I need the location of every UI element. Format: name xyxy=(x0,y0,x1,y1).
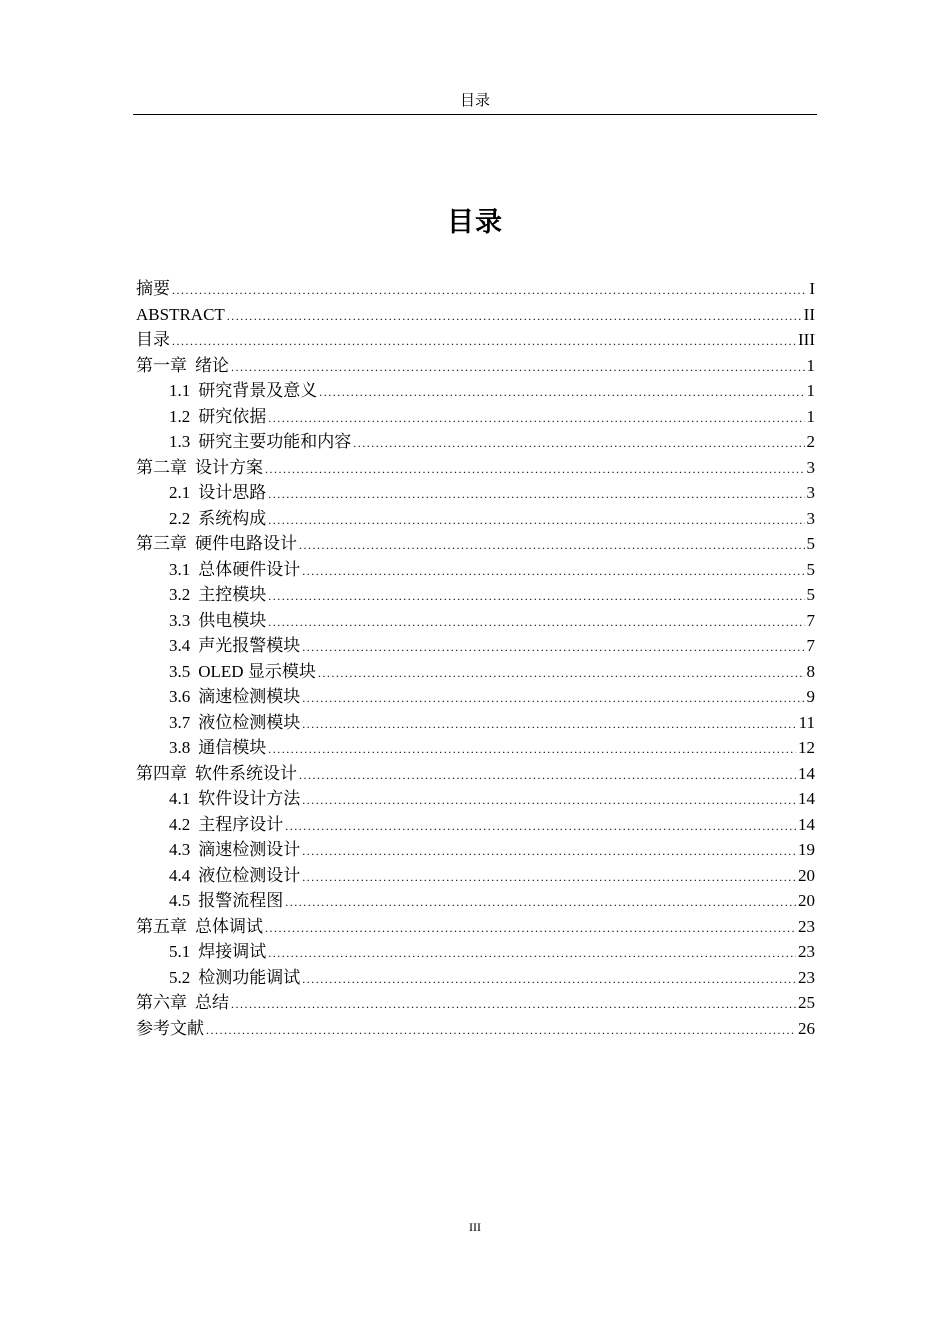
toc-entry[interactable] xyxy=(136,990,815,1016)
toc-entry-page: 7 xyxy=(806,636,815,655)
toc-entry-number: 4.2 xyxy=(169,814,191,834)
toc-entry-page: 5 xyxy=(806,534,815,553)
table-of-contents xyxy=(136,276,815,1041)
toc-entry-page: 2 xyxy=(806,432,815,451)
toc-entry-label: 主控模块 xyxy=(198,585,267,604)
toc-entry[interactable] xyxy=(136,735,815,761)
toc-leader-dots xyxy=(268,406,804,432)
toc-entry-number: 2.2 xyxy=(169,508,191,528)
toc-entry-number: 3.4 xyxy=(169,636,191,655)
toc-entry-label: 总体硬件设计 xyxy=(198,559,301,579)
toc-entry[interactable] xyxy=(136,710,815,736)
toc-entry-number: 1.1 xyxy=(169,381,191,400)
toc-leader-dots xyxy=(319,380,804,406)
toc-entry-label: 研究依据 xyxy=(198,406,267,426)
toc-entry-page: 7 xyxy=(806,610,815,630)
toc-entry-page: 3 xyxy=(806,483,815,502)
toc-entry-label: 主程序设计 xyxy=(198,814,284,834)
toc-entry-page: 11 xyxy=(798,712,815,732)
toc-entry-page: III xyxy=(798,330,815,349)
toc-leader-dots xyxy=(285,890,796,916)
toc-entry[interactable] xyxy=(136,429,815,455)
toc-entry-label: 参考文献 xyxy=(136,1018,204,1038)
toc-leader-dots xyxy=(268,737,796,763)
toc-entry-number: 4.3 xyxy=(169,840,191,859)
toc-entry-page: 14 xyxy=(798,789,815,808)
toc-entry[interactable] xyxy=(136,353,815,379)
toc-entry[interactable] xyxy=(136,812,815,838)
toc-entry-label: 总体调试 xyxy=(195,916,263,936)
toc-entry-label: 通信模块 xyxy=(198,738,267,757)
toc-entry-label: 摘要 xyxy=(136,279,170,298)
toc-leader-dots xyxy=(302,865,796,891)
toc-entry-label: OLED 显示模块 xyxy=(198,661,316,681)
toc-entry-number: 第二章 xyxy=(136,457,187,477)
toc-leader-dots xyxy=(265,916,796,942)
toc-entry[interactable] xyxy=(136,761,815,787)
toc-leader-dots xyxy=(302,788,796,814)
toc-entry-page: 14 xyxy=(798,814,815,834)
toc-entry-label: 研究主要功能和内容 xyxy=(198,432,352,451)
toc-leader-dots xyxy=(265,457,805,483)
toc-leader-dots xyxy=(302,635,804,661)
toc-leader-dots xyxy=(302,686,804,712)
toc-entry-number: 第四章 xyxy=(136,763,187,783)
toc-entry-number: 第五章 xyxy=(136,916,187,936)
toc-leader-dots xyxy=(231,992,796,1018)
toc-entry[interactable] xyxy=(136,914,815,940)
toc-entry-page: 1 xyxy=(806,406,815,426)
toc-entry[interactable] xyxy=(136,608,815,634)
toc-leader-dots xyxy=(268,482,804,508)
toc-entry-page: 9 xyxy=(806,687,815,706)
page-title: 目录 xyxy=(447,207,503,238)
toc-entry-label: 滴速检测设计 xyxy=(198,840,301,859)
toc-entry-label: 报警流程图 xyxy=(198,891,284,910)
toc-entry[interactable] xyxy=(136,888,815,914)
toc-entry-label: 焊接调试 xyxy=(198,942,267,961)
toc-entry[interactable] xyxy=(136,404,815,430)
toc-entry-page: 5 xyxy=(806,559,815,579)
toc-entry-label: 检测功能调试 xyxy=(198,967,301,987)
toc-entry-page: 1 xyxy=(806,355,815,375)
toc-entry-number: 3.1 xyxy=(169,559,191,579)
toc-entry-page: 25 xyxy=(798,993,815,1012)
toc-entry-page: I xyxy=(809,279,815,298)
toc-entry-label: 设计方案 xyxy=(195,457,263,477)
toc-entry-page: 26 xyxy=(798,1018,815,1038)
toc-leader-dots xyxy=(302,967,796,993)
toc-leader-dots xyxy=(285,814,796,840)
toc-leader-dots xyxy=(268,584,804,610)
toc-leader-dots xyxy=(302,839,796,865)
toc-entry-number: 4.4 xyxy=(169,865,191,885)
toc-entry-number: 3.8 xyxy=(169,738,191,757)
toc-entry[interactable] xyxy=(136,302,815,328)
toc-entry-label: 液位检测设计 xyxy=(198,865,301,885)
toc-entry-label: 供电模块 xyxy=(198,610,267,630)
toc-entry-page: 23 xyxy=(798,967,815,987)
toc-leader-dots xyxy=(302,712,796,738)
toc-leader-dots xyxy=(302,559,804,585)
toc-entry[interactable] xyxy=(136,939,815,965)
toc-entry[interactable] xyxy=(136,633,815,659)
toc-entry[interactable] xyxy=(136,684,815,710)
toc-leader-dots xyxy=(268,610,804,636)
toc-entry-page: 23 xyxy=(798,942,815,961)
toc-entry-page: 8 xyxy=(806,661,815,681)
toc-entry-number: 1.3 xyxy=(169,432,191,451)
toc-entry-number: 3.7 xyxy=(169,712,191,732)
toc-entry-label: 目录 xyxy=(136,330,170,349)
toc-leader-dots xyxy=(318,661,805,687)
toc-entry[interactable] xyxy=(136,863,815,889)
toc-entry-page: 19 xyxy=(798,840,815,859)
toc-leader-dots xyxy=(206,1018,796,1044)
toc-entry[interactable] xyxy=(136,480,815,506)
toc-entry[interactable] xyxy=(136,276,815,302)
toc-leader-dots xyxy=(227,304,802,330)
toc-leader-dots xyxy=(299,533,805,559)
toc-entry-number: 5.2 xyxy=(169,967,191,987)
toc-entry-number: 3.6 xyxy=(169,687,191,706)
header-title: 目录 xyxy=(459,93,490,109)
toc-entry-label: 绪论 xyxy=(195,355,229,375)
toc-entry[interactable] xyxy=(136,378,815,404)
toc-entry-number: 1.2 xyxy=(169,406,191,426)
toc-entry-number: 5.1 xyxy=(169,942,191,961)
toc-entry-number: 第六章 xyxy=(136,993,187,1012)
toc-entry[interactable] xyxy=(136,531,815,557)
toc-entry[interactable] xyxy=(136,582,815,608)
toc-entry-label: 硬件电路设计 xyxy=(195,534,297,553)
toc-entry[interactable] xyxy=(136,786,815,812)
toc-entry[interactable] xyxy=(136,327,815,353)
toc-entry-page: 3 xyxy=(806,457,815,477)
toc-entry-label: 滴速检测模块 xyxy=(198,687,301,706)
toc-leader-dots xyxy=(268,508,804,534)
toc-entry-number: 第一章 xyxy=(136,355,187,375)
toc-entry-label: 软件系统设计 xyxy=(195,763,297,783)
toc-entry-number: 3.2 xyxy=(169,585,191,604)
toc-entry-number: 3.3 xyxy=(169,610,191,630)
toc-entry-label: 研究背景及意义 xyxy=(198,381,318,400)
toc-leader-dots xyxy=(172,278,807,304)
toc-entry-page: 20 xyxy=(798,865,815,885)
toc-entry-label: 总结 xyxy=(195,993,229,1012)
toc-leader-dots xyxy=(268,941,796,967)
toc-entry-page: 12 xyxy=(798,738,815,757)
toc-entry-page: 5 xyxy=(806,585,815,604)
toc-entry-page: 1 xyxy=(806,381,815,400)
page-header xyxy=(133,88,817,115)
toc-entry-number: 第三章 xyxy=(136,534,187,553)
toc-entry-page: II xyxy=(803,304,815,324)
toc-entry[interactable] xyxy=(136,837,815,863)
toc-entry-label: 系统构成 xyxy=(198,508,267,528)
toc-entry-label: ABSTRACT xyxy=(136,304,225,324)
toc-entry[interactable] xyxy=(136,506,815,532)
toc-entry[interactable] xyxy=(136,557,815,583)
toc-entry[interactable] xyxy=(136,455,815,481)
toc-leader-dots xyxy=(353,431,804,457)
page-number: III xyxy=(469,1220,481,1234)
toc-entry-page: 3 xyxy=(806,508,815,528)
toc-leader-dots xyxy=(299,763,796,789)
toc-entry[interactable] xyxy=(136,965,815,991)
toc-entry[interactable] xyxy=(136,1016,815,1042)
toc-entry-label: 设计思路 xyxy=(198,483,267,502)
toc-entry-label: 液位检测模块 xyxy=(198,712,301,732)
toc-entry-label: 软件设计方法 xyxy=(198,789,301,808)
toc-entry-page: 14 xyxy=(798,763,815,783)
toc-leader-dots xyxy=(172,329,796,355)
toc-entry-number: 4.1 xyxy=(169,789,191,808)
toc-entry-label: 声光报警模块 xyxy=(198,636,301,655)
toc-entry-page: 20 xyxy=(798,891,815,910)
toc-entry-page: 23 xyxy=(798,916,815,936)
toc-leader-dots xyxy=(231,355,805,381)
toc-entry-number: 2.1 xyxy=(169,483,191,502)
toc-entry[interactable] xyxy=(136,659,815,685)
toc-entry-number: 3.5 xyxy=(169,661,191,681)
toc-entry-number: 4.5 xyxy=(169,891,191,910)
